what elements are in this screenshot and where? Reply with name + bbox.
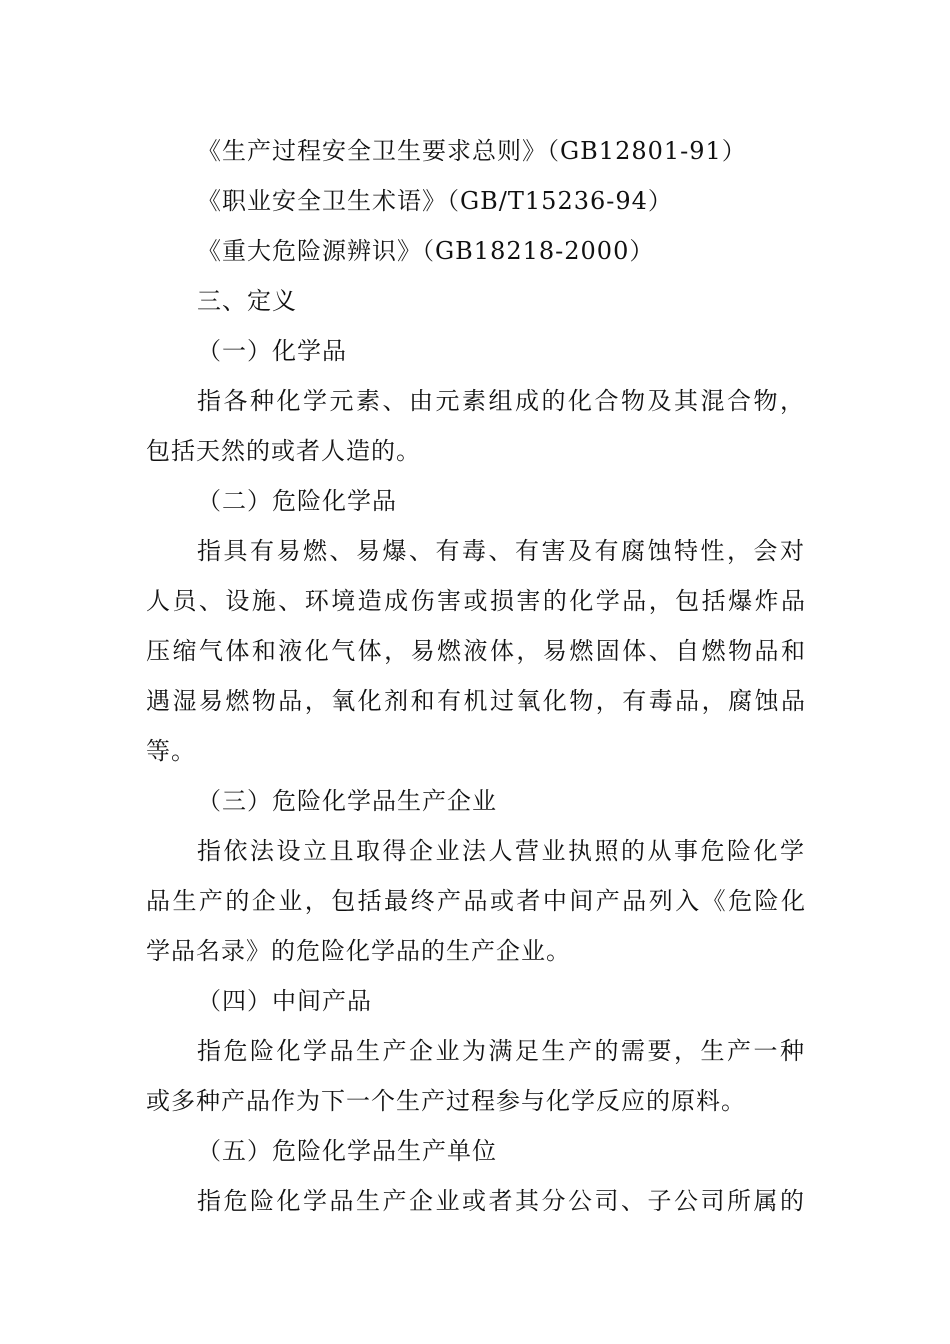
paragraph-text: 人员、设施、环境造成伤害或损害的化学品，包括爆炸品 (146, 587, 806, 615)
paragraph-text: 遇湿易燃物品，氧化剂和有机过氧化物，有毒品，腐蚀品 (146, 687, 806, 715)
definition-heading: （三）危险化学品生产企业 (197, 787, 497, 815)
paragraph-text: 指危险化学品生产企业或者其分公司、子公司所属的 (197, 1187, 805, 1215)
paragraph-line (0, 383, 950, 419)
paragraph-text: 压缩气体和液化气体，易燃液体，易燃固体、自燃物品和 (146, 637, 806, 665)
paragraph-line (0, 1183, 950, 1219)
reference-line: 《生产过程安全卫生要求总则》（GB12801-91） (197, 137, 747, 165)
paragraph-line (0, 683, 950, 719)
paragraph-text: 指依法设立且取得企业法人营业执照的从事危险化学 (197, 837, 805, 865)
paragraph-line (0, 583, 950, 619)
paragraph-line: 学品名录》的危险化学品的生产企业。 (146, 937, 571, 965)
paragraph-text: 品生产的企业，包括最终产品或者中间产品列入《危险化 (146, 887, 806, 915)
definition-heading: （一）化学品 (197, 337, 347, 365)
definition-heading: （二）危险化学品 (197, 487, 397, 515)
paragraph-line (0, 833, 950, 869)
paragraph-line (0, 633, 950, 669)
paragraph-text: 指具有易燃、易爆、有毒、有害及有腐蚀特性，会对 (197, 537, 805, 565)
paragraph-line: 包括天然的或者人造的。 (146, 437, 421, 465)
paragraph-line (0, 883, 950, 919)
paragraph-text: 指各种化学元素、由元素组成的化合物及其混合物， (197, 387, 805, 415)
paragraph-line: 或多种产品作为下一个生产过程参与化学反应的原料。 (146, 1087, 746, 1115)
paragraph-line (0, 533, 950, 569)
definition-heading: （五）危险化学品生产单位 (197, 1137, 497, 1165)
paragraph-text: 指危险化学品生产企业为满足生产的需要，生产一种 (197, 1037, 805, 1065)
reference-line: 《重大危险源辨识》（GB18218-2000） (197, 237, 655, 265)
definition-heading: （四）中间产品 (197, 987, 372, 1015)
reference-line: 《职业安全卫生术语》（GB/T15236-94） (197, 187, 673, 215)
paragraph-line (0, 1033, 950, 1069)
section-heading: 三、定义 (197, 287, 297, 315)
paragraph-line: 等。 (146, 737, 196, 765)
